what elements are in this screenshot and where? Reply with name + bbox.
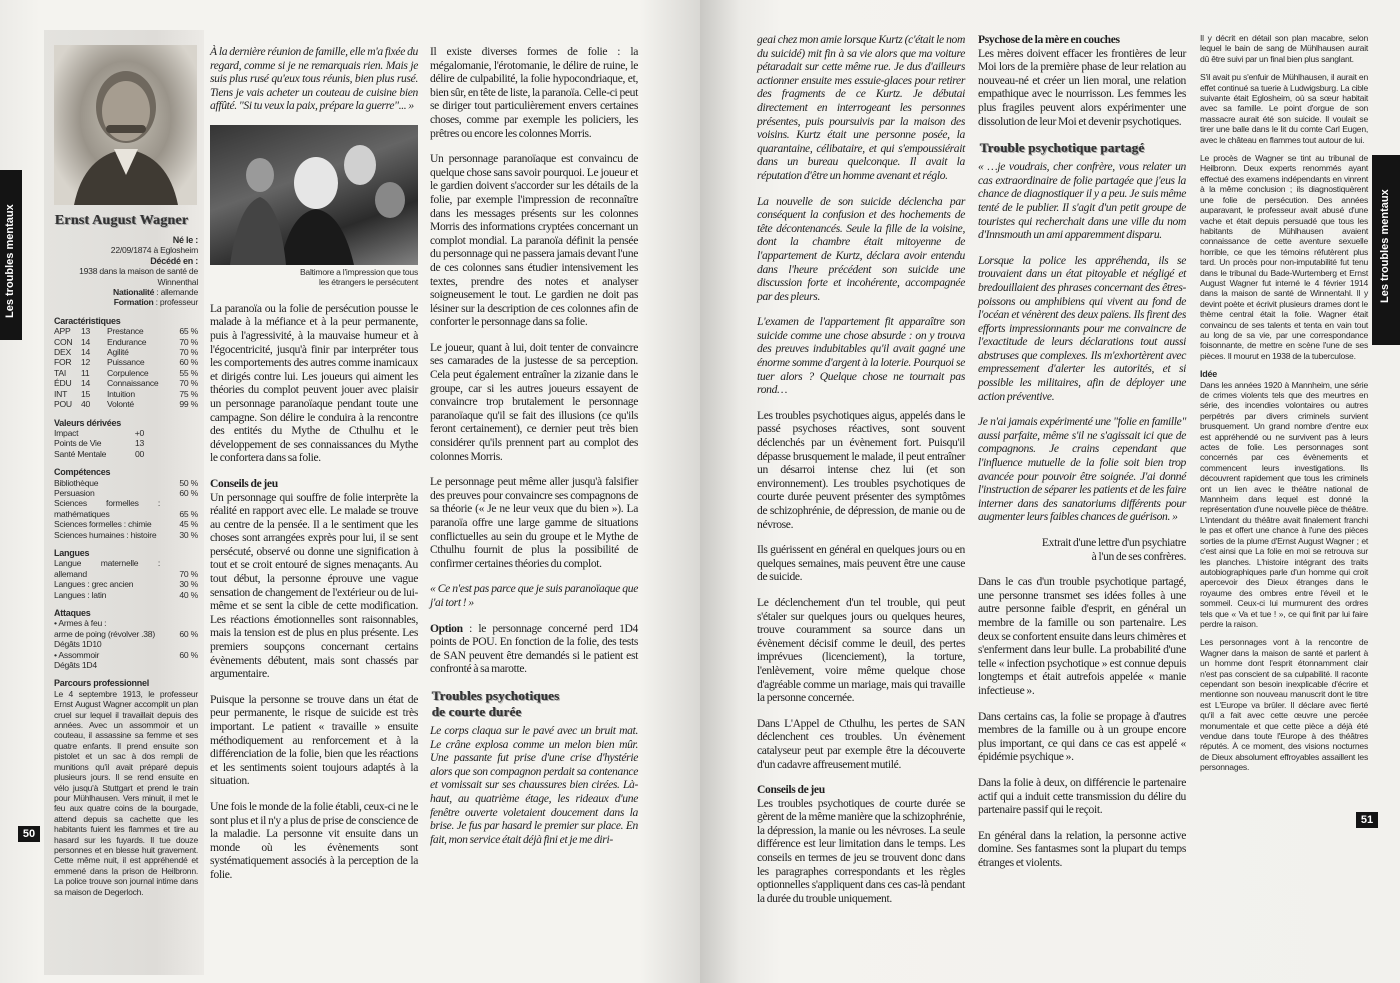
section-tab-label: Les troubles mentaux (4, 204, 16, 318)
paragraph: Dans L'Appel de Cthulhu, les pertes de SAN déclenchent ces troubles. Un évènement catalyseur peut par exemple être la découverte d'un cadavre affreusement mutilé. (757, 716, 965, 771)
sidebar-paragraph: S'il avait pu s'enfuir de Mühlhausen, il aurait en effet continué sa tuerie à Ludwigsburg. La cible suivante était Eglosheim, où sa sœur habitait avec sa famille. Le point d'orgue de son massacre aurait été son suicide. Il voulait se tirer une balle dans le lit du comte Carl Eugen, avec le château en flammes tout autour de lui. (1200, 72, 1368, 145)
option-label: Option (430, 621, 463, 635)
characteristic-cell: APP (54, 326, 71, 337)
derived-row (54, 449, 144, 459)
option-paragraph (430, 622, 638, 676)
characteristic-row (54, 389, 198, 399)
characteristic-row (54, 347, 198, 357)
characteristic-cell: 55 % (179, 367, 198, 378)
characteristic-cell: 13 (81, 326, 91, 337)
film-still-image (210, 125, 418, 265)
skill-row-label: Sciences humaines : histoire (54, 529, 157, 540)
page-number-left: 50 (18, 826, 40, 842)
characteristic-cell: TAI (54, 367, 66, 378)
attack-row-value: 60 % (179, 628, 198, 639)
career-section (54, 678, 198, 897)
attack-row-value: 60 % (179, 649, 198, 660)
story-text: Le corps claqua sur le pavé avec un bruit mat. Le crâne explosa comme un melon bien mûr. Une passante fut prise d'une crise d'hystérie alors que son compagnon perdait sa contenance et vomissait sur ses chaussures bien cirées. Là-haut, au quatrième étage, les rideaux d'une fenêtre ouverte voletaient doucement dans la brise. Je fus par hasard le premier sur place. En fait, mon service était déjà fini et je me diri- (430, 723, 638, 846)
born-value: 22/09/1874 à Eglosheim (110, 245, 198, 256)
character-identity (54, 235, 198, 308)
characteristic-row (54, 337, 198, 347)
paragraph: Les troubles psychotiques aigus, appelés dans le passé psychoses réactives, sont souvent déclenchés par un évènement fort. Puisqu'il dépasse brusquement le malade, il peut entraîner un désarroi intense chez lui (et son environnement). Les troubles psychotiques de courte durée peuvent présenter des symptômes de schizophrénie, de dépression, de manie ou de névrose. (757, 408, 965, 531)
letter-text: Je n'ai jamais expérimenté une "folie en famille" aussi parfaite, même s'il ne s'agissait ici que de compagnons. Je crains cependant que l'influence mutuelle de la folie soit bien trop avancée pour pouvoir être soignée. J'ai donné l'instruction de séparer les patients et de les faire interner dans des sanatoriums différents pour augmenter leurs faibles chances de guérison. » (978, 415, 1186, 524)
characteristic-cell: Puissance (107, 357, 145, 368)
characteristic-cell: 14 (81, 336, 91, 347)
option-text: : le personnage concerné perd 1D4 points de POU. En fonction de la folie, des tests de SAN peuvent être demandés si le patient est confronté à sa marotte. (430, 621, 638, 676)
paragraph: Dans la folie à deux, on différencie le partenaire actif qui a induit cette transmission du délire du partenaire passif qui le reçoit. (978, 775, 1186, 817)
languages-section (54, 548, 198, 600)
heading-line: de courte durée (432, 703, 522, 719)
characteristic-cell: Connaissance (107, 378, 159, 389)
portrait-photo (54, 45, 197, 205)
skills-title: Compétences (54, 467, 111, 478)
born-label: Né le : (172, 235, 198, 245)
characteristic-cell: DEX (54, 347, 71, 358)
characteristic-cell: Endurance (107, 336, 147, 347)
derived-section (54, 418, 144, 460)
paragraph: Une fois le monde de la folie établi, ceux-ci ne le sont plus et il n'y a plus de prise de conscience de la maladie. La personne vit ensuite dans un monde où les évènements sont systématiquement associés à la perception de la folie. (210, 799, 418, 881)
characteristics-section (54, 316, 198, 410)
character-name: Ernst August Wagner (55, 213, 189, 228)
characteristic-cell: ÉDU (54, 378, 72, 389)
story-text: La nouvelle de son suicide déclencha par conséquent la confusion et des hochements de tête décontenancés. Seule la fille de la voisine, dont la chambre était mitoyenne de l'appartement de Kurtz, déclara avoir entendu dans l'heure précédent son suicide une discussion forte et incohérente, accompagnée par des pleurs. (757, 194, 965, 303)
characteristic-cell: FOR (54, 357, 72, 368)
derived-value: +0 (134, 427, 144, 438)
skill-row-value: 30 % (179, 529, 198, 540)
characteristic-cell: Intuition (107, 388, 135, 399)
characteristic-row (54, 357, 198, 367)
skill-row-value: 65 % (179, 508, 198, 519)
paragraph: Il existe diverses formes de folie : la mégalomanie, l'érotomanie, le délire de ruine, le délire de culpabilité, la folie hypocondriaque, et, bien sûr, en tête de liste, la paranoïa. Celle-ci peut se diriger tout particulièrement envers certaines choses, comme par exemple les policiers, les prêtres ou encore les colonnes Morris. (430, 45, 638, 140)
language-row (54, 579, 198, 589)
right-column-2 (978, 33, 1186, 881)
section-heading-trouble-partage: Trouble psychotique partagé (980, 140, 1145, 156)
paragraph: Un personnage qui souffre de folie interprète la réalité en rapport avec elle. Le malade se trouve au centre de la pensée. Il a le sentiment que les choses sont arrangées exprès pour lui, il se sent persécuté, observé ou donne une signification à tout et se croit entouré de signes menaçants. Au tout début, la personne éprouve une vague sensation de changement de l'extérieur ou de lui-même et se sent la cible de cette modification. Les réactions émotionnelles sont raisonnables, mais la tension est de plus en plus présente. Les premiers soupçons concernant certains évènements débutent, mais sont chassés par argumentaire. (210, 490, 418, 681)
sidebar-paragraph: Les personnages vont à la rencontre de Wagner dans la maison de santé et parlent à un homme dont l'esprit étonnamment clair n'est pas conscient de sa culpabilité. Il raconte cependant son besoin inexplicable d'écrire et mentionne son nouveau manuscrit dont le titre est L'Europe va brûler. Il déclare avec fierté qu'il a fait avec cette œuvre une percée monumentale et que cette pièce a déjà été vendue dans toute l'Europe à des théâtres réputés. À ce moment, des visions nocturnes de Dieux absolument effroyables assaillent les personnages. (1200, 637, 1368, 773)
skill-row (54, 519, 198, 529)
attacks-section (54, 608, 198, 670)
characteristic-cell: POU (54, 399, 72, 410)
section-heading-troubles-courte-duree (432, 688, 638, 720)
page-number-right: 51 (1356, 812, 1378, 828)
nationality-label: Nationalité (112, 287, 155, 298)
attack-row (54, 629, 198, 639)
section-tab-left (0, 170, 22, 340)
heading-psychose-mere: Psychose de la mère en couches (978, 33, 1120, 46)
skill-row (54, 498, 198, 519)
sidebar-paragraph: Le procès de Wagner se tint au tribunal de Heilbronn. Deux experts renommés ayant effectué des examens indépendants en vinrent à la même conclusion ; ils diagnostiquèrent une folie de persécution. Des années auparavant, le professeur avait abusé d'une vache et était depuis persuadé que tous les habitants de Mühlhausen avaient connaissance de cette aventure sexuelle horrible, ce que les témoins réfutèrent plus tard. Un procès pour non-imputabilité fut tenu dans le tribunal du Bade-Wurtemberg et Ernst August Wagner fut interné le 4 février 1914 dans la maison de santé de Winnentahl. Il y devint poète et écrivit plusieurs drames dont le thème central était la folie. Wagner était convaincu de ses talents et tenta en vain tout au long de sa vie, par une correspondance foisonnante, de mettre en scène l'une de ses pièces. Il mourut en 1938 de la tuberculose. (1200, 153, 1368, 361)
idea-title: Idée (1200, 369, 1218, 380)
characteristic-cell: Agilité (107, 347, 129, 358)
language-row-value: 30 % (179, 579, 198, 590)
attack-row-label: • Armes à feu : (54, 618, 107, 629)
characteristic-cell: 75 % (179, 388, 198, 399)
training-label: Formation (113, 297, 154, 308)
attack-row (54, 660, 198, 670)
nationality-value: : allemande (154, 287, 198, 298)
characteristic-cell: Prestance (107, 326, 144, 337)
skill-row (54, 530, 198, 540)
skills-section (54, 467, 198, 540)
paragraph: Dans le cas d'un trouble psychotique partagé, une personne transmet ses idées folles à une autre personne faible d'esprit, en général un membre de la famille ou son partenaire. Les deux se confortent ensuite dans leurs chimères et s'enferment dans leur bulle. La probabilité d'une telle « infection psychotique » est connue depuis longtemps et était autrefois appelée « manie infectieuse ». (978, 575, 1186, 697)
languages-title: Langues (54, 547, 90, 558)
characteristic-cell: 99 % (179, 399, 198, 410)
portrait-image (54, 45, 197, 205)
language-row-value: 40 % (179, 589, 198, 600)
characteristic-cell: 11 (81, 367, 90, 378)
paragraph: Le joueur, quant à lui, doit tenter de convaincre ses camarades de la justesse de sa perception. Cela peut également entraîner la zizanie dans le groupe, car si les autres joueurs essayent de convaincre trop brutalement le personnage paranoïaque qu'il se fait des illusions (ce qu'ils feront certainement), ce dernier peut très bien considérer qu'ils prennent part au complot des colonnes Morris. (430, 340, 638, 463)
letter-signature (978, 536, 1186, 563)
right-sidebar (1200, 33, 1368, 773)
paragraph: Puisque la personne se trouve dans un état de peur permanente, le risque de suicide est très important. Le patient « travaille » ensuite méthodiquement au renforcement et à la différenciation de la folie, bien que les réactions et les sentiments soient toujours adaptés à la situation. (210, 692, 418, 788)
left-column-2 (210, 45, 418, 894)
derived-row (54, 428, 144, 438)
characteristic-row (54, 326, 198, 336)
derived-value: 00 (134, 448, 144, 459)
characteristic-cell: Volonté (107, 399, 134, 410)
paranoia-intro: La paranoïa ou la folie de persécution pousse le malade à la méfiance et à la peur permanente, puis à l'agressivité, à la mauvaise humeur et à l'égocentricité, jusqu'à finir par interpréter tous les comportements des autres comme inamicaux et dirigés contre lui. Les joueurs qui aiment les théories du complot peuvent jouer avec plaisir un personnage paranoïaque pendant toute une campagne. Son délire le conduira à la rencontre des entités du Mythe de Cthulhu et le développement de ses connaissances du Mythe le confortera dans sa folie. (210, 301, 418, 465)
derived-title: Valeurs dérivées (54, 417, 122, 428)
language-row-label: Langue maternelle : allemand (54, 558, 160, 579)
letter-text: Lorsque la police les appréhenda, ils se trouvaient dans un état pitoyable et négligé et bredouillaient des phrases concernant des êtres-poissons ou amphibiens qui vivent au fond de l'océan et vénèrent des deux païens. Ils firent des efforts impressionnants pour me convaincre de l'exactitude de leurs déclarations tout aussi abstruses que complexes. Ils m'exhortèrent avec empressement d'alerter les autorités, et si possible les militaires, afin de déployer une action préventive. (978, 253, 1186, 403)
paragraph: Les mères doivent effacer les frontières de leur Moi lors de la première phase de leur relation au nouveau-né et créer un lien moral, une relation empathique avec le nourrisson. Les femmes les plus fragiles peuvent alors expérimenter une dissolution de leur Moi et devenir psychotiques. (978, 46, 1186, 128)
language-row (54, 558, 198, 579)
skill-row-label: Sciences formelles : mathématiques (54, 498, 160, 519)
heading-conseils-de-jeu: Conseils de jeu (210, 476, 278, 490)
characteristic-row (54, 378, 198, 388)
characteristic-cell: Corpulence (107, 367, 149, 378)
training-value: : professeur (153, 297, 198, 308)
letter-text: « …je voudrais, cher confrère, vous relater un cas extraordinaire de folie partagée que j'eus la chance de diagnostiquer il y a peu. Je suis même tenté de le publier. Il s'agit d'un petit groupe de touristes qui recherchait dans une ville du nom d'Innsmouth un ami apparemment disparu. (978, 160, 1186, 242)
photo-caption: Baltimore a l'impression que tous les étrangers le persécutent (299, 266, 418, 288)
language-row-value: 70 % (179, 568, 198, 579)
characteristic-cell: INT (54, 388, 68, 399)
skill-row-label: Persuasion (54, 487, 95, 498)
character-column (54, 45, 198, 897)
language-row-label: Langues : grec ancien (54, 579, 134, 590)
characteristic-cell: 12 (81, 357, 91, 368)
career-text: Le 4 septembre 1913, le professeur Ernst August Wagner accomplit un plan cruel sur lequel il travaillait depuis des années. Avec un assommoir et un couteau, il assassine sa femme et ses quatre enfants. Il prend ensuite son pistolet et un sac à dos rempli de munitions qu'il avait préparé depuis plusieurs jours. Il se rend ensuite en vélo jusqu'à Stuttgart et prend le train pour Mühlhausen. Vers minuit, il met le feu aux quatre coins de la bourgade, attend depuis sa cachette que les habitants fuient les flammes et tire au hasard sur les fuyards. Il tue douze personnes et en blesse huit gravement. Cette même nuit, il est appréhendé et emmené dans la prison de Heilbronn. La police trouve son journal intime dans sa maison de Degerloch. (54, 688, 198, 897)
heading-conseils-de-jeu: Conseils de jeu (757, 783, 825, 797)
signature-line: à l'un de ses confrères. (1091, 549, 1186, 563)
skill-row-value: 60 % (179, 487, 198, 498)
characteristic-cell: 14 (81, 378, 91, 389)
story-text: geai chez mon amie lorsque Kurtz (c'était le nom du suicidé) mit fin à sa vie alors que ma voiture pétaradait sur cette même rue. Je dus d'ailleurs actionner ensuite mes essuie-glaces pour retirer des fragments de ce Kurtz. Je débutai directement en interrogeant les personnes présentes, puis poursuivis par la maison des voisins. Kurtz était une personne posée, la quarantaine, célibataire, et qui s'empoussiérait dans un bureau quelconque. Il avait la réputation d'être un homme avenant et réglo. (757, 33, 965, 182)
paragraph: Les troubles psychotiques de courte durée se gèrent de la même manière que la schizophrénie, la dépression, la manie ou les névroses. La seule différence est leur limitation dans le temps. Les conseils en termes de jeu se trouvent donc dans les paragraphes correspondants et les règles optionnelles s'appliquent dans ces cas-là pendant la durée du trouble uniquement. (757, 796, 965, 905)
skill-row-value: 45 % (179, 519, 198, 530)
skill-row (54, 488, 198, 498)
attack-row-label: Dégâts 1D4 (54, 660, 97, 671)
sidebar-paragraph: Dans les années 1920 à Mannheim, une série de crimes violents tels que des meurtres en série, des incendies volontaires ou autres perpétrés par divers criminels survient brusquement. Un grand nombre d'entre eux est appréhendé ou ne survivent pas à leurs actes de folie. Les personnages sont concernés par ces évènements et commencent leurs investigations. Ils découvrent rapidement que tous les criminels ont un lien avec le théâtre national de Mannheim dans lequel est donné la représentation d'une nouvelle pièce de théâtre. L'intendant du théâtre avait finalement franchi le pas et offert une chance à l'une des pièces sorties de la plume d'Ernst August Wagner ; et c'est ainsi que La folie en moi se retrouva sur les planches. L'histoire intégrant des traits autobiographiques parle d'un homme qui croit apercevoir des Dieux étranges dans le royaume des ombres entre l'éveil et le sommeil. Ceux-ci lui murmurent des ordres tels que « Va et tue ! », ce qui finit par lui faire perdre la raison. (1200, 379, 1368, 629)
derived-label: Santé Mentale (54, 448, 107, 459)
paragraph: Dans certains cas, la folie se propage à d'autres membres de la famille ou à un groupe encore plus important, ce qui dans ce cas est appelé « épidémie psychique ». (978, 709, 1186, 764)
attack-row (54, 639, 198, 649)
characteristic-cell: 15 (81, 388, 91, 399)
right-column-1 (757, 33, 965, 917)
derived-label: Points de Vie (54, 438, 102, 449)
derived-value: 13 (134, 438, 144, 449)
story-text: L'examen de l'appartement fit apparaître son suicide comme une chose absurde : on y trouva des preuves indubitables qu'il avait gagné une énorme somme d'argent à la loterie. Pourquoi se tuer alors ? Quelque chose ne tournait pas rond… (757, 315, 965, 397)
characteristic-cell: 14 (81, 347, 91, 358)
attack-row (54, 618, 198, 628)
section-tab-right (1372, 155, 1400, 345)
characteristic-cell: CON (54, 336, 73, 347)
characteristic-cell: 70 % (179, 378, 198, 389)
language-row-label: Langues : latin (54, 589, 107, 600)
derived-row (54, 438, 144, 448)
paragraph: Le déclenchement d'un tel trouble, qui peut s'étaler sur quelques jours ou quelques heures, trouve couramment sa source dans un évènement décisif comme le deuil, des pertes imprévues (licenciement), la torture, l'enlèvement, voire même quelque chose d'agréable comme un mariage, mais qui travaille la personne concernée. (757, 595, 965, 705)
skill-row-label: Sciences formelles : chimie (54, 519, 152, 530)
baltimore-photo (210, 125, 418, 265)
characteristic-cell: 70 % (179, 336, 198, 347)
characteristic-cell: 70 % (179, 347, 198, 358)
skill-row-label: Bibliothèque (54, 477, 99, 488)
heading-line: Troubles psychotiques (432, 687, 560, 703)
paragraph: En général dans la relation, la personne active domine. Ses fantasmes sont la plupart du temps étranges et violents. (978, 828, 1186, 869)
paranoia-quote: « Ce n'est pas parce que je suis paranoïaque que j'ai tort ! » (430, 582, 638, 609)
derived-label: Impact (54, 427, 79, 438)
skill-row (54, 478, 198, 488)
opening-quote: À la dernière réunion de famille, elle m'a fixée du regard, comme si je ne remarquais rien. Mais je suis plus rusé qu'eux tous réunis, bien plus rusé. Tiens je vais acheter un couteau de cuisine bien affûté. "Si tu veux la paix, prépare la guerre"... » (210, 45, 418, 113)
attack-row-label: Dégâts 1D10 (54, 639, 102, 650)
characteristics-title: Caractéristiques (54, 315, 121, 326)
attacks-title: Attaques (54, 608, 91, 618)
paragraph: Un personnage paranoïaque est convaincu de quelque chose sans savoir pourquoi. Le joueur et le gardien doivent s'accorder sur les détails de la folie, par exemple l'impression de reconnaître dans les messages présents sur les colonnes Morris des informations cryptées concernant un complot mondial. La paranoïa définit la pensée du personnage qui ne passera jamais devant l'une de ces colonnes sans étudier intensivement les textes, prendre des notes et analyser soigneusement le tout. Le gardien ne doit pas lésiner sur la description de ces colonnes afin de conforter le personnage dans sa folie. (430, 152, 638, 329)
attack-row-label: arme de poing (révolver .38) (54, 628, 155, 639)
characteristic-row (54, 399, 198, 409)
career-title: Parcours professionnel (54, 678, 150, 689)
section-tab-label: Les troubles mentaux (1379, 189, 1391, 303)
sidebar-paragraph: Il y décrit en détail son plan macabre, selon lequel le bain de sang de Mühlhausen aurait dû être suivi par un final bien plus sanglant. (1200, 33, 1368, 64)
attack-row (54, 650, 198, 660)
paragraph: Le personnage peut même aller jusqu'à falsifier des preuves pour convaincre ses compagnons de sa théorie (« Je ne leur veux que du bien »). La paranoïa offre une large gamme de situations conflictuelles au sein du groupe et le Mythe de Cthulhu fournit de plus la possibilité de confirmer certaines théories du complot. (430, 475, 638, 570)
characteristic-cell: 40 (81, 399, 91, 410)
signature-line: Extrait d'une lettre d'un psychiatre (1041, 536, 1186, 549)
language-row (54, 590, 198, 600)
attack-row-label: • Assommoir (54, 649, 100, 660)
characteristic-row (54, 368, 198, 378)
died-label: Décédé en : (150, 255, 198, 266)
skill-row-value: 50 % (179, 477, 198, 488)
left-column-3 (430, 45, 638, 858)
characteristic-cell: 65 % (179, 326, 198, 337)
characteristic-cell: 60 % (179, 357, 198, 368)
paragraph: Ils guérissent en général en quelques jours ou en quelques semaines, mais peuvent être une cause de suicide. (757, 543, 965, 584)
died-value: 1938 dans la maison de santé de Winnenthal (79, 266, 198, 287)
